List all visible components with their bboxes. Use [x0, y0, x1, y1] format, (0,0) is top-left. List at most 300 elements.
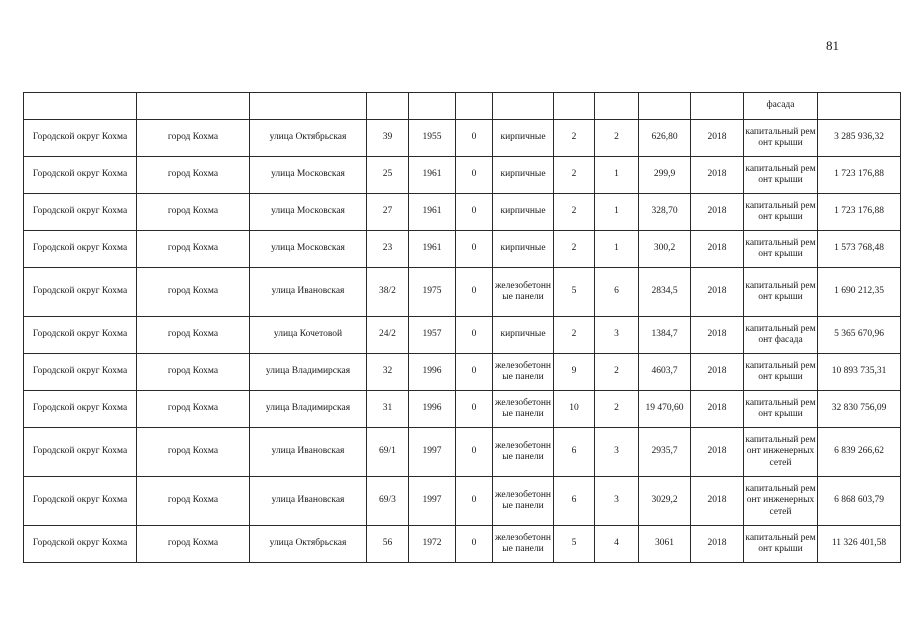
wall-material-text: кирпичные	[500, 132, 546, 143]
work-type-text: фасада	[766, 100, 795, 111]
empty-cell	[250, 93, 367, 120]
plan-year-text: 2018	[707, 366, 727, 377]
floors-text: 2	[571, 169, 577, 180]
build-year-text: 1961	[422, 243, 442, 254]
build-year-cell	[409, 526, 456, 563]
plan-year-cell	[691, 231, 744, 268]
settlement-text: город Кохма	[167, 366, 219, 377]
settlement-text: город Кохма	[167, 206, 219, 217]
cost-cell	[818, 428, 901, 477]
build-year-text: 1955	[422, 132, 442, 143]
plan-year-cell	[691, 428, 744, 477]
empty-cell	[493, 93, 554, 120]
empty-cell	[639, 93, 691, 120]
street-text: улица Московская	[271, 169, 345, 180]
cost-text: 6 839 266,62	[834, 446, 884, 457]
street-text: улица Владимирская	[265, 366, 351, 377]
table-row	[24, 194, 901, 231]
street-cell	[250, 391, 367, 428]
wall-material-text: железобетонные панели	[494, 280, 552, 302]
work-type-text: капитальный ремонт крыши	[745, 126, 816, 148]
zero-value-cell	[456, 526, 493, 563]
zero-value-cell	[456, 157, 493, 194]
settlement-text: город Кохма	[167, 132, 219, 143]
entrances-text: 3	[614, 446, 619, 457]
entrances-cell	[595, 477, 639, 526]
work-type-text: капитальный ремонт крыши	[745, 237, 816, 259]
zero-value-cell	[456, 317, 493, 354]
floors-cell	[554, 428, 595, 477]
municipality-cell	[24, 231, 137, 268]
cost-text: 11 326 401,58	[831, 538, 887, 549]
empty-cell	[409, 93, 456, 120]
entrances-cell	[595, 157, 639, 194]
street-text: улица Владимирская	[265, 403, 351, 414]
cost-cell	[818, 526, 901, 563]
municipality-cell	[24, 157, 137, 194]
housing-repair-table	[23, 92, 901, 563]
wall-material-cell	[493, 391, 554, 428]
table-row	[24, 526, 901, 563]
empty-cell	[137, 93, 250, 120]
table-row	[24, 120, 901, 157]
entrances-cell	[595, 268, 639, 317]
area-text: 4603,7	[651, 366, 678, 377]
wall-material-text: кирпичные	[500, 243, 546, 254]
house-number-cell	[367, 391, 409, 428]
settlement-text: город Кохма	[167, 169, 219, 180]
table-row	[24, 428, 901, 477]
house-number-cell	[367, 120, 409, 157]
settlement-text: город Кохма	[167, 286, 219, 297]
plan-year-cell	[691, 120, 744, 157]
area-text: 3029,2	[651, 495, 678, 506]
floors-text: 2	[571, 132, 577, 143]
entrances-text: 2	[614, 366, 619, 377]
area-cell	[639, 157, 691, 194]
zero-value-cell	[456, 231, 493, 268]
cost-cell	[818, 391, 901, 428]
street-cell	[250, 194, 367, 231]
plan-year-text: 2018	[707, 206, 727, 217]
entrances-cell	[595, 317, 639, 354]
street-text: улица Московская	[271, 206, 345, 217]
work-type-text: капитальный ремонт крыши	[745, 163, 816, 185]
wall-material-text: кирпичные	[500, 169, 546, 180]
work-type-cell	[744, 157, 818, 194]
street-text: улица Московская	[271, 243, 345, 254]
municipality-text: Городской округ Кохма	[32, 366, 128, 377]
wall-material-cell	[493, 526, 554, 563]
floors-cell	[554, 157, 595, 194]
entrances-text: 3	[614, 495, 619, 506]
settlement-cell	[137, 157, 250, 194]
settlement-text: город Кохма	[167, 329, 219, 340]
entrances-cell	[595, 354, 639, 391]
wall-material-text: железобетонные панели	[494, 489, 552, 511]
municipality-text: Городской округ Кохма	[32, 403, 128, 414]
wall-material-cell	[493, 231, 554, 268]
plan-year-text: 2018	[707, 169, 727, 180]
settlement-cell	[137, 526, 250, 563]
street-cell	[250, 477, 367, 526]
house-number-text: 32	[382, 366, 393, 377]
plan-year-text: 2018	[707, 243, 727, 254]
work-type-text: капитальный ремонт крыши	[745, 532, 816, 554]
cost-text: 3 285 936,32	[834, 132, 884, 143]
cost-cell	[818, 354, 901, 391]
house-number-cell	[367, 354, 409, 391]
house-number-text: 56	[382, 538, 393, 549]
wall-material-cell	[493, 120, 554, 157]
zero-value-text: 0	[471, 495, 477, 506]
cost-text: 6 868 603,79	[834, 495, 884, 506]
table-row	[24, 268, 901, 317]
street-text: улица Октябрьская	[269, 132, 347, 143]
street-cell	[250, 120, 367, 157]
table-row	[24, 231, 901, 268]
wall-material-text: железобетонные панели	[494, 440, 552, 462]
plan-year-text: 2018	[707, 403, 727, 414]
plan-year-cell	[691, 268, 744, 317]
build-year-text: 1972	[422, 538, 442, 549]
cost-text: 1 690 212,35	[834, 286, 884, 297]
plan-year-text: 2018	[707, 495, 727, 506]
area-cell	[639, 268, 691, 317]
build-year-cell	[409, 477, 456, 526]
build-year-text: 1996	[422, 366, 442, 377]
area-text: 328,70	[651, 206, 678, 217]
area-text: 19 470,60	[645, 403, 684, 414]
street-cell	[250, 231, 367, 268]
plan-year-text: 2018	[707, 446, 727, 457]
floors-text: 5	[571, 538, 577, 549]
municipality-cell	[24, 194, 137, 231]
municipality-cell	[24, 526, 137, 563]
settlement-text: город Кохма	[167, 495, 219, 506]
municipality-text: Городской округ Кохма	[32, 329, 128, 340]
area-text: 626,80	[651, 132, 678, 143]
cost-cell	[818, 157, 901, 194]
wall-material-cell	[493, 317, 554, 354]
plan-year-cell	[691, 317, 744, 354]
build-year-text: 1997	[422, 446, 442, 457]
entrances-text: 6	[614, 286, 619, 297]
zero-value-cell	[456, 194, 493, 231]
house-number-cell	[367, 428, 409, 477]
entrances-text: 3	[614, 329, 619, 340]
street-text: улица Ивановская	[271, 286, 345, 297]
floors-text: 9	[571, 366, 577, 377]
plan-year-text: 2018	[707, 286, 727, 297]
build-year-text: 1961	[422, 206, 442, 217]
entrances-text: 1	[614, 169, 619, 180]
empty-cell	[595, 93, 639, 120]
cost-text: 1 573 768,48	[834, 243, 884, 254]
wall-material-cell	[493, 477, 554, 526]
table-row	[24, 391, 901, 428]
build-year-cell	[409, 157, 456, 194]
work-type-cell	[744, 120, 818, 157]
municipality-cell	[24, 477, 137, 526]
municipality-cell	[24, 428, 137, 477]
area-text: 2935,7	[651, 446, 678, 457]
build-year-cell	[409, 194, 456, 231]
zero-value-text: 0	[471, 403, 477, 414]
work-type-text: капитальный ремонт инженерных сетей	[745, 434, 816, 468]
page-number: 81	[826, 38, 839, 53]
plan-year-text: 2018	[707, 538, 727, 549]
municipality-cell	[24, 317, 137, 354]
settlement-cell	[137, 354, 250, 391]
build-year-cell	[409, 317, 456, 354]
work-type-cell	[744, 526, 818, 563]
floors-cell	[554, 268, 595, 317]
floors-text: 2	[571, 206, 577, 217]
settlement-text: город Кохма	[167, 403, 219, 414]
street-cell	[250, 268, 367, 317]
zero-value-text: 0	[471, 538, 477, 549]
municipality-text: Городской округ Кохма	[32, 243, 128, 254]
entrances-cell	[595, 231, 639, 268]
empty-cell	[554, 93, 595, 120]
street-cell	[250, 317, 367, 354]
work-type-cell	[744, 93, 818, 120]
municipality-cell	[24, 268, 137, 317]
municipality-cell	[24, 391, 137, 428]
floors-text: 5	[571, 286, 577, 297]
house-number-text: 69/1	[379, 446, 396, 457]
floors-text: 6	[571, 495, 577, 506]
wall-material-text: кирпичные	[500, 329, 546, 340]
area-text: 300,2	[653, 243, 676, 254]
zero-value-cell	[456, 428, 493, 477]
street-cell	[250, 354, 367, 391]
street-cell	[250, 428, 367, 477]
municipality-text: Городской округ Кохма	[32, 446, 128, 457]
floors-cell	[554, 391, 595, 428]
area-text: 3061	[655, 538, 674, 549]
settlement-text: город Кохма	[167, 243, 219, 254]
table-row	[24, 157, 901, 194]
work-type-cell	[744, 477, 818, 526]
wall-material-cell	[493, 354, 554, 391]
plan-year-cell	[691, 526, 744, 563]
floors-cell	[554, 526, 595, 563]
zero-value-text: 0	[471, 446, 477, 457]
cost-cell	[818, 231, 901, 268]
zero-value-text: 0	[471, 206, 477, 217]
municipality-text: Городской округ Кохма	[32, 495, 128, 506]
plan-year-text: 2018	[707, 132, 727, 143]
municipality-text: Городской округ Кохма	[32, 169, 128, 180]
settlement-cell	[137, 391, 250, 428]
municipality-text: Городской округ Кохма	[32, 206, 128, 217]
table-row	[24, 354, 901, 391]
work-type-text: капитальный ремонт крыши	[745, 360, 816, 382]
cost-text: 10 893 735,31	[831, 366, 887, 377]
area-text: 299,9	[653, 169, 676, 180]
zero-value-text: 0	[471, 132, 477, 143]
house-number-text: 23	[382, 243, 393, 254]
area-text: 2834,5	[651, 286, 678, 297]
area-cell	[639, 391, 691, 428]
entrances-text: 1	[614, 206, 619, 217]
floors-cell	[554, 317, 595, 354]
cost-text: 32 830 756,09	[831, 403, 887, 414]
house-number-text: 31	[382, 403, 393, 414]
empty-cell	[456, 93, 493, 120]
house-number-text: 27	[382, 206, 393, 217]
table-header-continuation-row	[24, 93, 901, 120]
street-text: улица Ивановская	[271, 495, 345, 506]
house-number-text: 69/3	[379, 495, 396, 506]
build-year-text: 1961	[422, 169, 442, 180]
plan-year-cell	[691, 157, 744, 194]
zero-value-text: 0	[471, 169, 477, 180]
build-year-cell	[409, 354, 456, 391]
municipality-cell	[24, 120, 137, 157]
plan-year-cell	[691, 477, 744, 526]
empty-cell	[818, 93, 901, 120]
municipality-cell	[24, 354, 137, 391]
settlement-cell	[137, 268, 250, 317]
settlement-cell	[137, 428, 250, 477]
house-number-text: 25	[382, 169, 393, 180]
entrances-text: 2	[614, 132, 619, 143]
street-cell	[250, 157, 367, 194]
cost-cell	[818, 317, 901, 354]
work-type-cell	[744, 268, 818, 317]
settlement-cell	[137, 477, 250, 526]
wall-material-text: кирпичные	[500, 206, 546, 217]
zero-value-cell	[456, 268, 493, 317]
plan-year-cell	[691, 194, 744, 231]
entrances-cell	[595, 194, 639, 231]
floors-cell	[554, 120, 595, 157]
entrances-text: 1	[614, 243, 619, 254]
wall-material-text: железобетонные панели	[494, 360, 552, 382]
cost-text: 1 723 176,88	[834, 206, 884, 217]
build-year-text: 1957	[422, 329, 442, 340]
cost-cell	[818, 120, 901, 157]
entrances-text: 2	[614, 403, 619, 414]
table-row	[24, 317, 901, 354]
wall-material-text: железобетонные панели	[494, 532, 552, 554]
work-type-cell	[744, 391, 818, 428]
street-text: улица Ивановская	[271, 446, 345, 457]
zero-value-text: 0	[471, 366, 477, 377]
area-cell	[639, 120, 691, 157]
zero-value-text: 0	[471, 243, 477, 254]
plan-year-cell	[691, 391, 744, 428]
area-cell	[639, 428, 691, 477]
cost-text: 5 365 670,96	[834, 329, 884, 340]
street-cell	[250, 526, 367, 563]
cost-cell	[818, 268, 901, 317]
zero-value-text: 0	[471, 329, 477, 340]
entrances-cell	[595, 526, 639, 563]
house-number-text: 38/2	[379, 286, 396, 297]
wall-material-cell	[493, 268, 554, 317]
work-type-text: капитальный ремонт фасада	[745, 323, 816, 345]
house-number-cell	[367, 194, 409, 231]
floors-text: 2	[571, 329, 577, 340]
house-number-cell	[367, 477, 409, 526]
zero-value-text: 0	[471, 286, 477, 297]
build-year-cell	[409, 120, 456, 157]
house-number-cell	[367, 526, 409, 563]
house-number-text: 24/2	[379, 329, 396, 340]
zero-value-cell	[456, 391, 493, 428]
build-year-text: 1996	[422, 403, 442, 414]
settlement-cell	[137, 231, 250, 268]
settlement-text: город Кохма	[167, 538, 219, 549]
floors-cell	[554, 477, 595, 526]
area-cell	[639, 231, 691, 268]
area-cell	[639, 354, 691, 391]
work-type-cell	[744, 194, 818, 231]
build-year-cell	[409, 268, 456, 317]
house-number-text: 39	[382, 132, 393, 143]
zero-value-cell	[456, 120, 493, 157]
cost-cell	[818, 194, 901, 231]
area-cell	[639, 194, 691, 231]
build-year-text: 1975	[422, 286, 442, 297]
wall-material-cell	[493, 194, 554, 231]
cost-cell	[818, 477, 901, 526]
settlement-cell	[137, 120, 250, 157]
wall-material-text: железобетонные панели	[494, 397, 552, 419]
municipality-text: Городской округ Кохма	[32, 286, 128, 297]
work-type-cell	[744, 231, 818, 268]
work-type-text: капитальный ремонт крыши	[745, 397, 816, 419]
floors-cell	[554, 231, 595, 268]
municipality-text: Городской округ Кохма	[32, 132, 128, 143]
settlement-text: город Кохма	[167, 446, 219, 457]
entrances-cell	[595, 428, 639, 477]
entrances-cell	[595, 391, 639, 428]
house-number-cell	[367, 231, 409, 268]
area-cell	[639, 317, 691, 354]
floors-text: 2	[571, 243, 577, 254]
house-number-cell	[367, 157, 409, 194]
build-year-text: 1997	[422, 495, 442, 506]
work-type-cell	[744, 354, 818, 391]
work-type-text: капитальный ремонт крыши	[745, 200, 816, 222]
wall-material-cell	[493, 428, 554, 477]
build-year-cell	[409, 231, 456, 268]
cost-text: 1 723 176,88	[834, 169, 884, 180]
entrances-cell	[595, 120, 639, 157]
settlement-cell	[137, 317, 250, 354]
plan-year-cell	[691, 354, 744, 391]
work-type-cell	[744, 428, 818, 477]
zero-value-cell	[456, 354, 493, 391]
entrances-text: 4	[614, 538, 619, 549]
empty-cell	[367, 93, 409, 120]
street-text: улица Октябрьская	[269, 538, 347, 549]
work-type-text: капитальный ремонт инженерных сетей	[745, 483, 816, 517]
house-number-cell	[367, 268, 409, 317]
area-cell	[639, 477, 691, 526]
build-year-cell	[409, 391, 456, 428]
build-year-cell	[409, 428, 456, 477]
floors-text: 6	[571, 446, 577, 457]
floors-cell	[554, 354, 595, 391]
house-number-cell	[367, 317, 409, 354]
floors-cell	[554, 194, 595, 231]
